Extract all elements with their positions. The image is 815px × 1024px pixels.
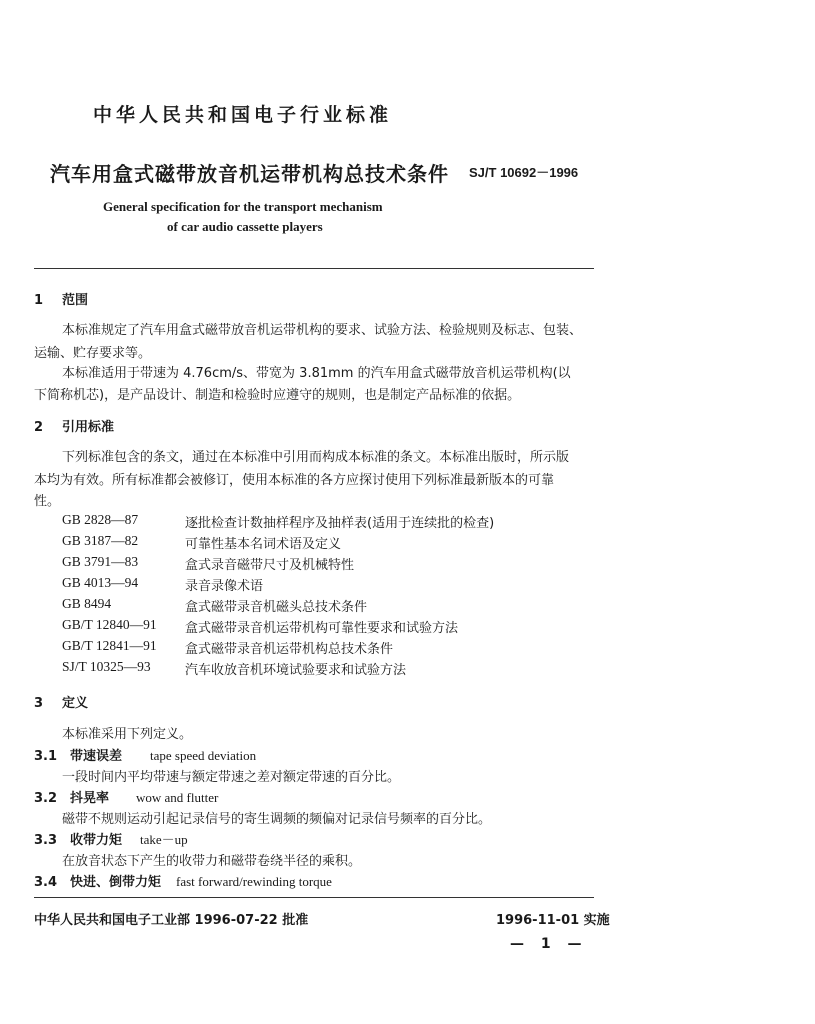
definition-term-en: fast forward/rewinding torque [176, 874, 332, 889]
reference-title: 逐批检查计数抽样程序及抽样表(适用于连续批的检查) [185, 516, 495, 531]
page-number: — 1 — [510, 936, 588, 952]
reference-code: GB 3187—82 [62, 533, 139, 548]
section-3-intro: 本标准采用下列定义。 [62, 727, 193, 742]
definition-number: 3.4 [34, 875, 58, 890]
definition-term-en: tape speed deviation [150, 748, 257, 763]
reference-code: GB 8494 [62, 596, 112, 611]
definition-term-cn: 收带力矩 [70, 833, 123, 848]
definition-term-cn: 带速误差 [70, 749, 123, 764]
reference-title: 录音录像术语 [185, 579, 264, 594]
footer-divider [34, 897, 594, 898]
section-2-paragraph-line-3: 性。 [34, 494, 61, 509]
definition-number: 3.1 [34, 749, 58, 764]
definition-3-4 [34, 871, 332, 890]
reference-title: 可靠性基本名词术语及定义 [185, 537, 342, 552]
section-2-paragraph-line-1: 下列标准包含的条文，通过在本标准中引用而构成本标准的条文。本标准出版时，所示版 [62, 450, 570, 465]
document-title-cn: 汽车用盒式磁带放音机运带机构总技术条件 [50, 162, 449, 186]
header-divider [34, 268, 594, 269]
approval-statement: 中华人民共和国电子工业部 1996-07-22 批准 [34, 913, 309, 928]
definition-3-2 [34, 787, 218, 806]
definition-term-en: take－up [140, 832, 188, 847]
reference-title: 盒式录音磁带尺寸及机械特性 [185, 558, 355, 573]
section-1-paragraph-2-line-1: 本标准适用于带速为 4.76cm/s、带宽为 3.81mm 的汽车用盒式磁带放音机运带机构(以 [62, 366, 571, 381]
reference-code: GB/T 12840—91 [62, 617, 157, 632]
section-number: 2 [34, 420, 44, 435]
reference-title: 盒式磁带录音机磁头总技术条件 [185, 600, 368, 615]
definition-3-3 [34, 829, 188, 848]
section-number: 3 [34, 696, 44, 711]
reference-code: GB/T 12841—91 [62, 638, 157, 653]
section-title: 定义 [62, 696, 89, 711]
definition-3-1-desc: 一段时间内平均带速与额定带速之差对额定带速的百分比。 [62, 770, 401, 785]
standard-category-header: 中华人民共和国电子行业标准 [93, 104, 393, 126]
document-title-en-line2: of car audio cassette players [167, 219, 323, 234]
section-1-paragraph-1-line-2: 运输、贮存要求等。 [34, 346, 152, 361]
section-title: 范围 [62, 293, 89, 308]
section-title: 引用标准 [62, 420, 115, 435]
reference-code: GB 4013—94 [62, 575, 139, 590]
definition-number: 3.2 [34, 791, 58, 806]
section-1-paragraph-1-line-1: 本标准规定了汽车用盒式磁带放音机运带机构的要求、试验方法、检验规则及标志、包装、 [62, 323, 583, 338]
definition-3-2-desc: 磁带不规则运动引起记录信号的寄生调频的频偏对记录信号频率的百分比。 [62, 812, 492, 827]
document-code: SJ/T 10692－1996 [469, 165, 579, 180]
reference-title: 盒式磁带录音机运带机构总技术条件 [185, 642, 394, 657]
section-number: 1 [34, 293, 44, 308]
definition-3-3-desc: 在放音状态下产生的收带力和磁带卷绕半径的乘积。 [62, 854, 362, 869]
section-2-heading [34, 416, 114, 435]
reference-code: SJ/T 10325—93 [62, 659, 151, 674]
definition-term-cn: 快进、倒带力矩 [70, 875, 162, 890]
document-title-en-line1: General specification for the transport mechanism [103, 199, 383, 214]
implementation-date: 1996-11-01 实施 [496, 913, 610, 928]
section-3-heading [34, 692, 88, 711]
definition-number: 3.3 [34, 833, 58, 848]
definition-term-cn: 抖晃率 [70, 791, 110, 806]
definition-term-en: wow and flutter [136, 790, 219, 805]
section-2-paragraph-line-2: 本均为有效。所有标准都会被修订，使用本标准的各方应探讨使用下列标准最新版本的可靠 [34, 473, 555, 488]
definition-3-1 [34, 745, 256, 764]
reference-code: GB 2828—87 [62, 512, 139, 527]
section-1-paragraph-2-line-2: 下简称机芯)，是产品设计、制造和检验时应遵守的规则，也是制定产品标准的依据。 [34, 388, 521, 403]
section-1-heading [34, 289, 88, 308]
reference-title: 汽车收放音机环境试验要求和试验方法 [185, 663, 407, 678]
reference-code: GB 3791—83 [62, 554, 139, 569]
reference-title: 盒式磁带录音机运带机构可靠性要求和试验方法 [185, 621, 459, 636]
